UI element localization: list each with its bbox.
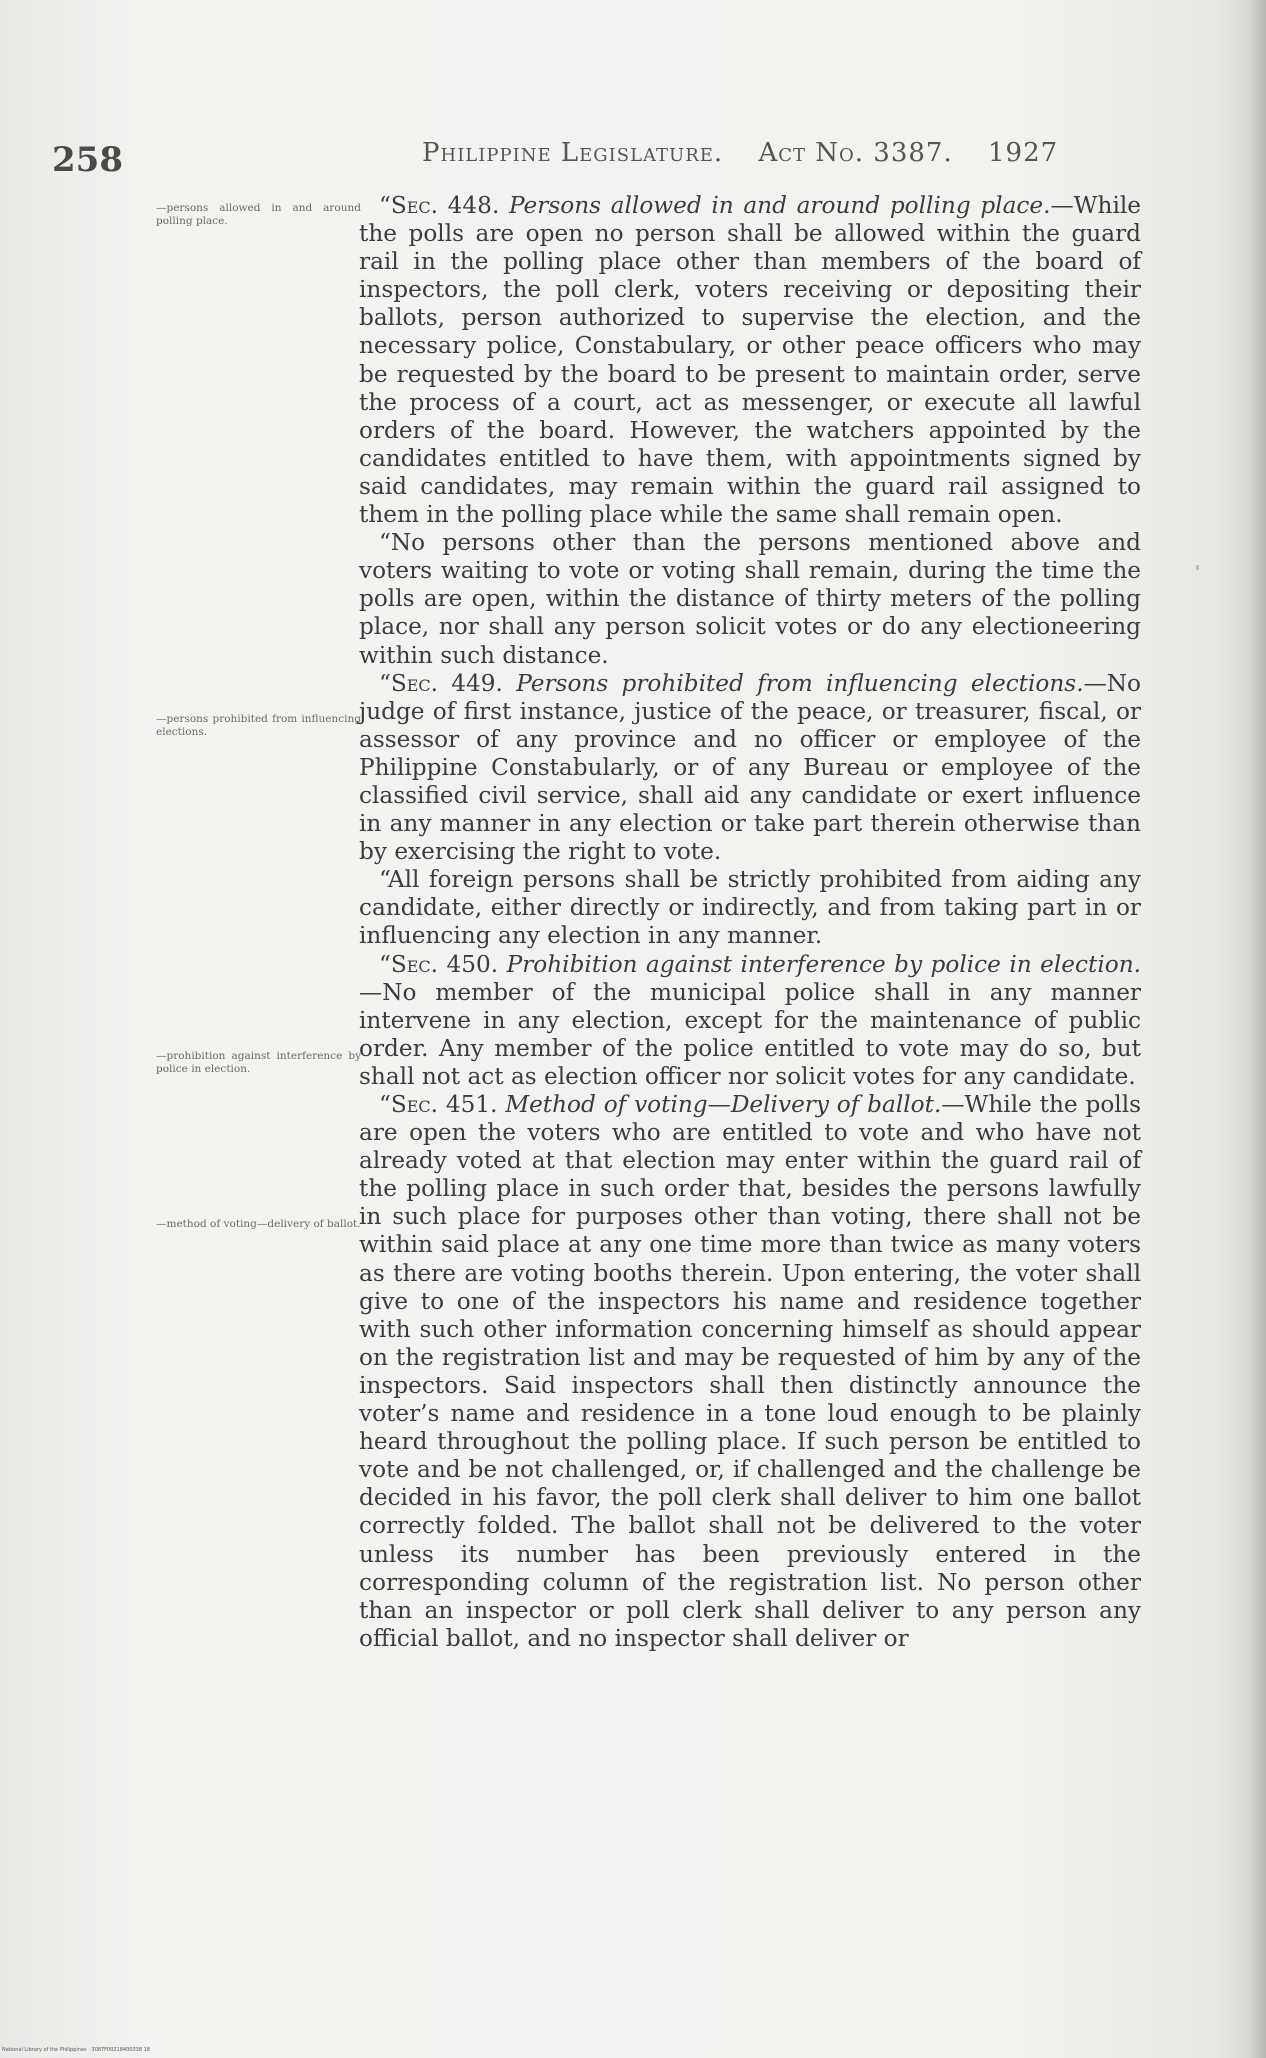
page-edge-shadow bbox=[1248, 0, 1266, 2058]
section-451-head: “Sec. 451. bbox=[379, 1091, 498, 1118]
section-449-text: —No judge of first instance, justice of the peace, or treasurer, fiscal, or assessor of any province and no officer or employee of the Philippine Constabularly, or of any Bureau or employee of the classified civil service, shall aid any candidate or exert influence in any manner in any election or take part therein otherwise than by exercising the right to vote. bbox=[359, 669, 1142, 866]
paper-speck bbox=[1196, 565, 1199, 570]
section-449 bbox=[359, 670, 1141, 867]
section-451-title: Method of voting—Delivery of ballot. bbox=[505, 1091, 942, 1118]
running-head-act: Act No. 3387. bbox=[758, 138, 953, 168]
section-450 bbox=[359, 951, 1141, 1091]
margin-note-450: —prohibition against interference by police in election. bbox=[156, 1050, 361, 1075]
section-450-head: “Sec. 450. bbox=[379, 950, 499, 978]
section-448 bbox=[359, 192, 1141, 529]
section-448-head: “Sec. 448. bbox=[379, 192, 500, 219]
section-448-paragraph-2: “No persons other than the persons mentioned above and voters waiting to vote or voting shall remain, during the time the polls are open, within the distance of thirty meters of the polling place, nor shall any person solicit votes or do any electioneering within such distance. bbox=[359, 529, 1141, 669]
section-451 bbox=[359, 1091, 1141, 1653]
running-head bbox=[422, 138, 1082, 168]
body-text bbox=[359, 192, 1141, 1653]
section-450-text: —No member of the municipal police shall in any manner intervene in any election, except for the maintenance of public order. Any member of the police entitled to vote may do so, but shall not act as election officer nor solicit votes for any candidate. bbox=[359, 978, 1141, 1090]
margin-note-449: —persons prohibited from influencing elections. bbox=[156, 713, 361, 738]
section-449-title: Persons prohibited from influencing elections. bbox=[516, 669, 1084, 697]
running-head-title: Philippine Legislature. bbox=[422, 138, 724, 168]
section-448-title: Persons allowed in and around polling place. bbox=[508, 192, 1051, 219]
margin-note-451: —method of voting—delivery of ballot. bbox=[156, 1218, 361, 1230]
section-448-text: —While the polls are open no person shall be allowed within the guard rail in the polling place other than members of the board of inspectors, the poll clerk, voters receiving or depositing their ballots, person authorized to supervise the election, and the necessary police, Constabulary, or other peace officers who may be requested by the board to be present to maintain order, serve the process of a court, act as messenger, or execute all lawful orders of the board. However, the watchers appointed by the candidates entitled to have them, with appointments signed by said candidates, may remain within the guard rail assigned to them in the polling place while the same shall remain open. bbox=[359, 192, 1141, 529]
page-number: 258 bbox=[52, 140, 123, 180]
section-451-text: —While the polls are open the voters who are entitled to vote and who have not already voted at that election may enter within the guard rail of the polling place in such order that, besides the persons lawfully in such place for purposes other than voting, there shall not be within said place at any one time more than twice as many voters as there are voting booths therein. Upon entering, the voter shall give to one of the inspectors his name and residence together with such other information concerning himself as should appear on the registration list and may be requested of him by any of the inspectors. Said inspectors shall then distinctly announce the voter’s name and residence in a tone loud enough to be plainly heard throughout the polling place. If such person be entitled to vote and be not challenged, or, if challenged and the challenge be decided in his favor, the poll clerk shall deliver to him one ballot correctly folded. The ballot shall not be delivered to the voter unless its number has been previously entered in the corresponding column of the registration list. No person other than an inspector or poll clerk shall deliver to any person any official ballot, and no inspector shall deliver or bbox=[359, 1091, 1142, 1652]
running-head-year: 1927 bbox=[988, 138, 1059, 168]
section-450-title: Prohibition against interference by police in election. bbox=[506, 950, 1142, 978]
margin-note-448: —persons allowed in and around polling place. bbox=[156, 202, 361, 227]
section-449-paragraph-2: “All foreign persons shall be strictly prohibited from aiding any candidate, either directly or indirectly, and from taking part in or influencing any election in any manner. bbox=[359, 866, 1141, 950]
scan-footer: National Library of the Philippines · 3087F00218400338 18 bbox=[2, 2047, 150, 2053]
section-449-head: “Sec. 449. bbox=[379, 669, 503, 697]
